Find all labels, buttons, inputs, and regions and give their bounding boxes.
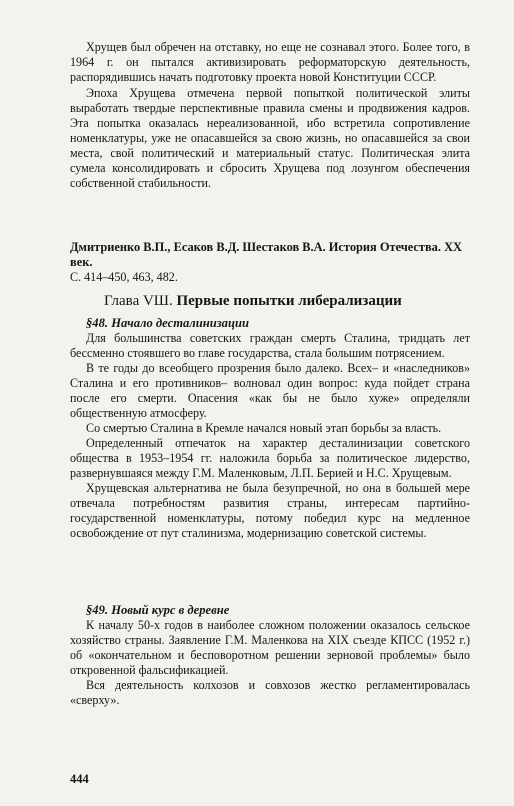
- chapter-heading: [70, 292, 504, 310]
- chapter-title: Первые попытки либерализации: [176, 293, 402, 309]
- section-49: [70, 603, 470, 708]
- reference-pages: С. 414–450, 463, 482.: [70, 270, 178, 284]
- section-48-paragraph-2: В те годы до всеобщего прозрения было далеко. Всех– и «наследников» Сталина и его противников– волновал один вопрос: куда пойдет страна после его смерти. Опасения «как бы не было хуже» определяли общественную атмосферу.: [70, 361, 470, 420]
- bibliography-reference: [70, 240, 470, 285]
- section-48-paragraph-4: Определенный отпечаток на характер десталинизации советского общества в 1953–1954 гг. наложила борьба за политическое лидерство, развернувшаяся между Г.М. Маленковым, Л.П. Берией и Н.С. Хрущевым.: [70, 436, 470, 480]
- chapter-number: Глава VШ.: [104, 293, 173, 309]
- page-number: 444: [70, 772, 89, 786]
- section-48-paragraph-1: Для большинства советских граждан смерть Сталина, тридцать лет бессменно стоявшего во главе государства, стала большим потрясением.: [70, 331, 470, 360]
- section-48-paragraph-3: Со смертью Сталина в Кремле начался новый этап борьбы за власть.: [86, 421, 442, 435]
- intro-paragraph-1: Хрущев был обречен на отставку, но еще не сознавал этого. Более того, в 1964 г. он пытался активизировать реформаторскую деятельность, распорядившись начать подготовку проекта новой Конституции СССР.: [70, 40, 470, 84]
- section-49-paragraph-2: Вся деятельность колхозов и совхозов жестко регламентировалась «сверху».: [70, 678, 470, 707]
- section-48-heading: §48. Начало десталинизации: [86, 316, 249, 330]
- intro-paragraph-2: Эпоха Хрущева отмечена первой попыткой политической элиты выработать твердые перспективные правила смены и продвижения кадров. Эта попытка оказалась нереализованной, ибо встретила сопротивление номенклатуры, уже не опасавшейся за свою жизнь, но опасавшейся за свои места, свой политический и материальный статус. Политическая элита сумела консолидировать и сбросить Хрущева под лозунгом обеспечения собственной стабильности.: [70, 86, 470, 190]
- section-49-heading: §49. Новый курс в деревне: [86, 603, 230, 617]
- section-49-paragraph-1: К началу 50-х годов в наиболее сложном положении оказалось сельское хозяйство страны. Заявление Г.М. Маленкова на XIX съезде КПСС (1952 г.) об «окончательном и бесповоротном решении зерновой проблемы» было откровенной фальсификацией.: [70, 618, 470, 677]
- section-48: [70, 316, 470, 541]
- intro-text: [70, 40, 470, 191]
- reference-authors: Дмитриенко В.П., Есаков В.Д. Шестаков В.А. История Отечества. XX век.: [70, 240, 462, 269]
- section-48-paragraph-5: Хрущевская альтернатива не была безупречной, но она в большей мере отвечала потребностям развития страны, интересам партийно-государственной номенклатуры, потому победил курс на медленное освобождение от пут сталинизма, модернизацию советской системы.: [70, 481, 470, 540]
